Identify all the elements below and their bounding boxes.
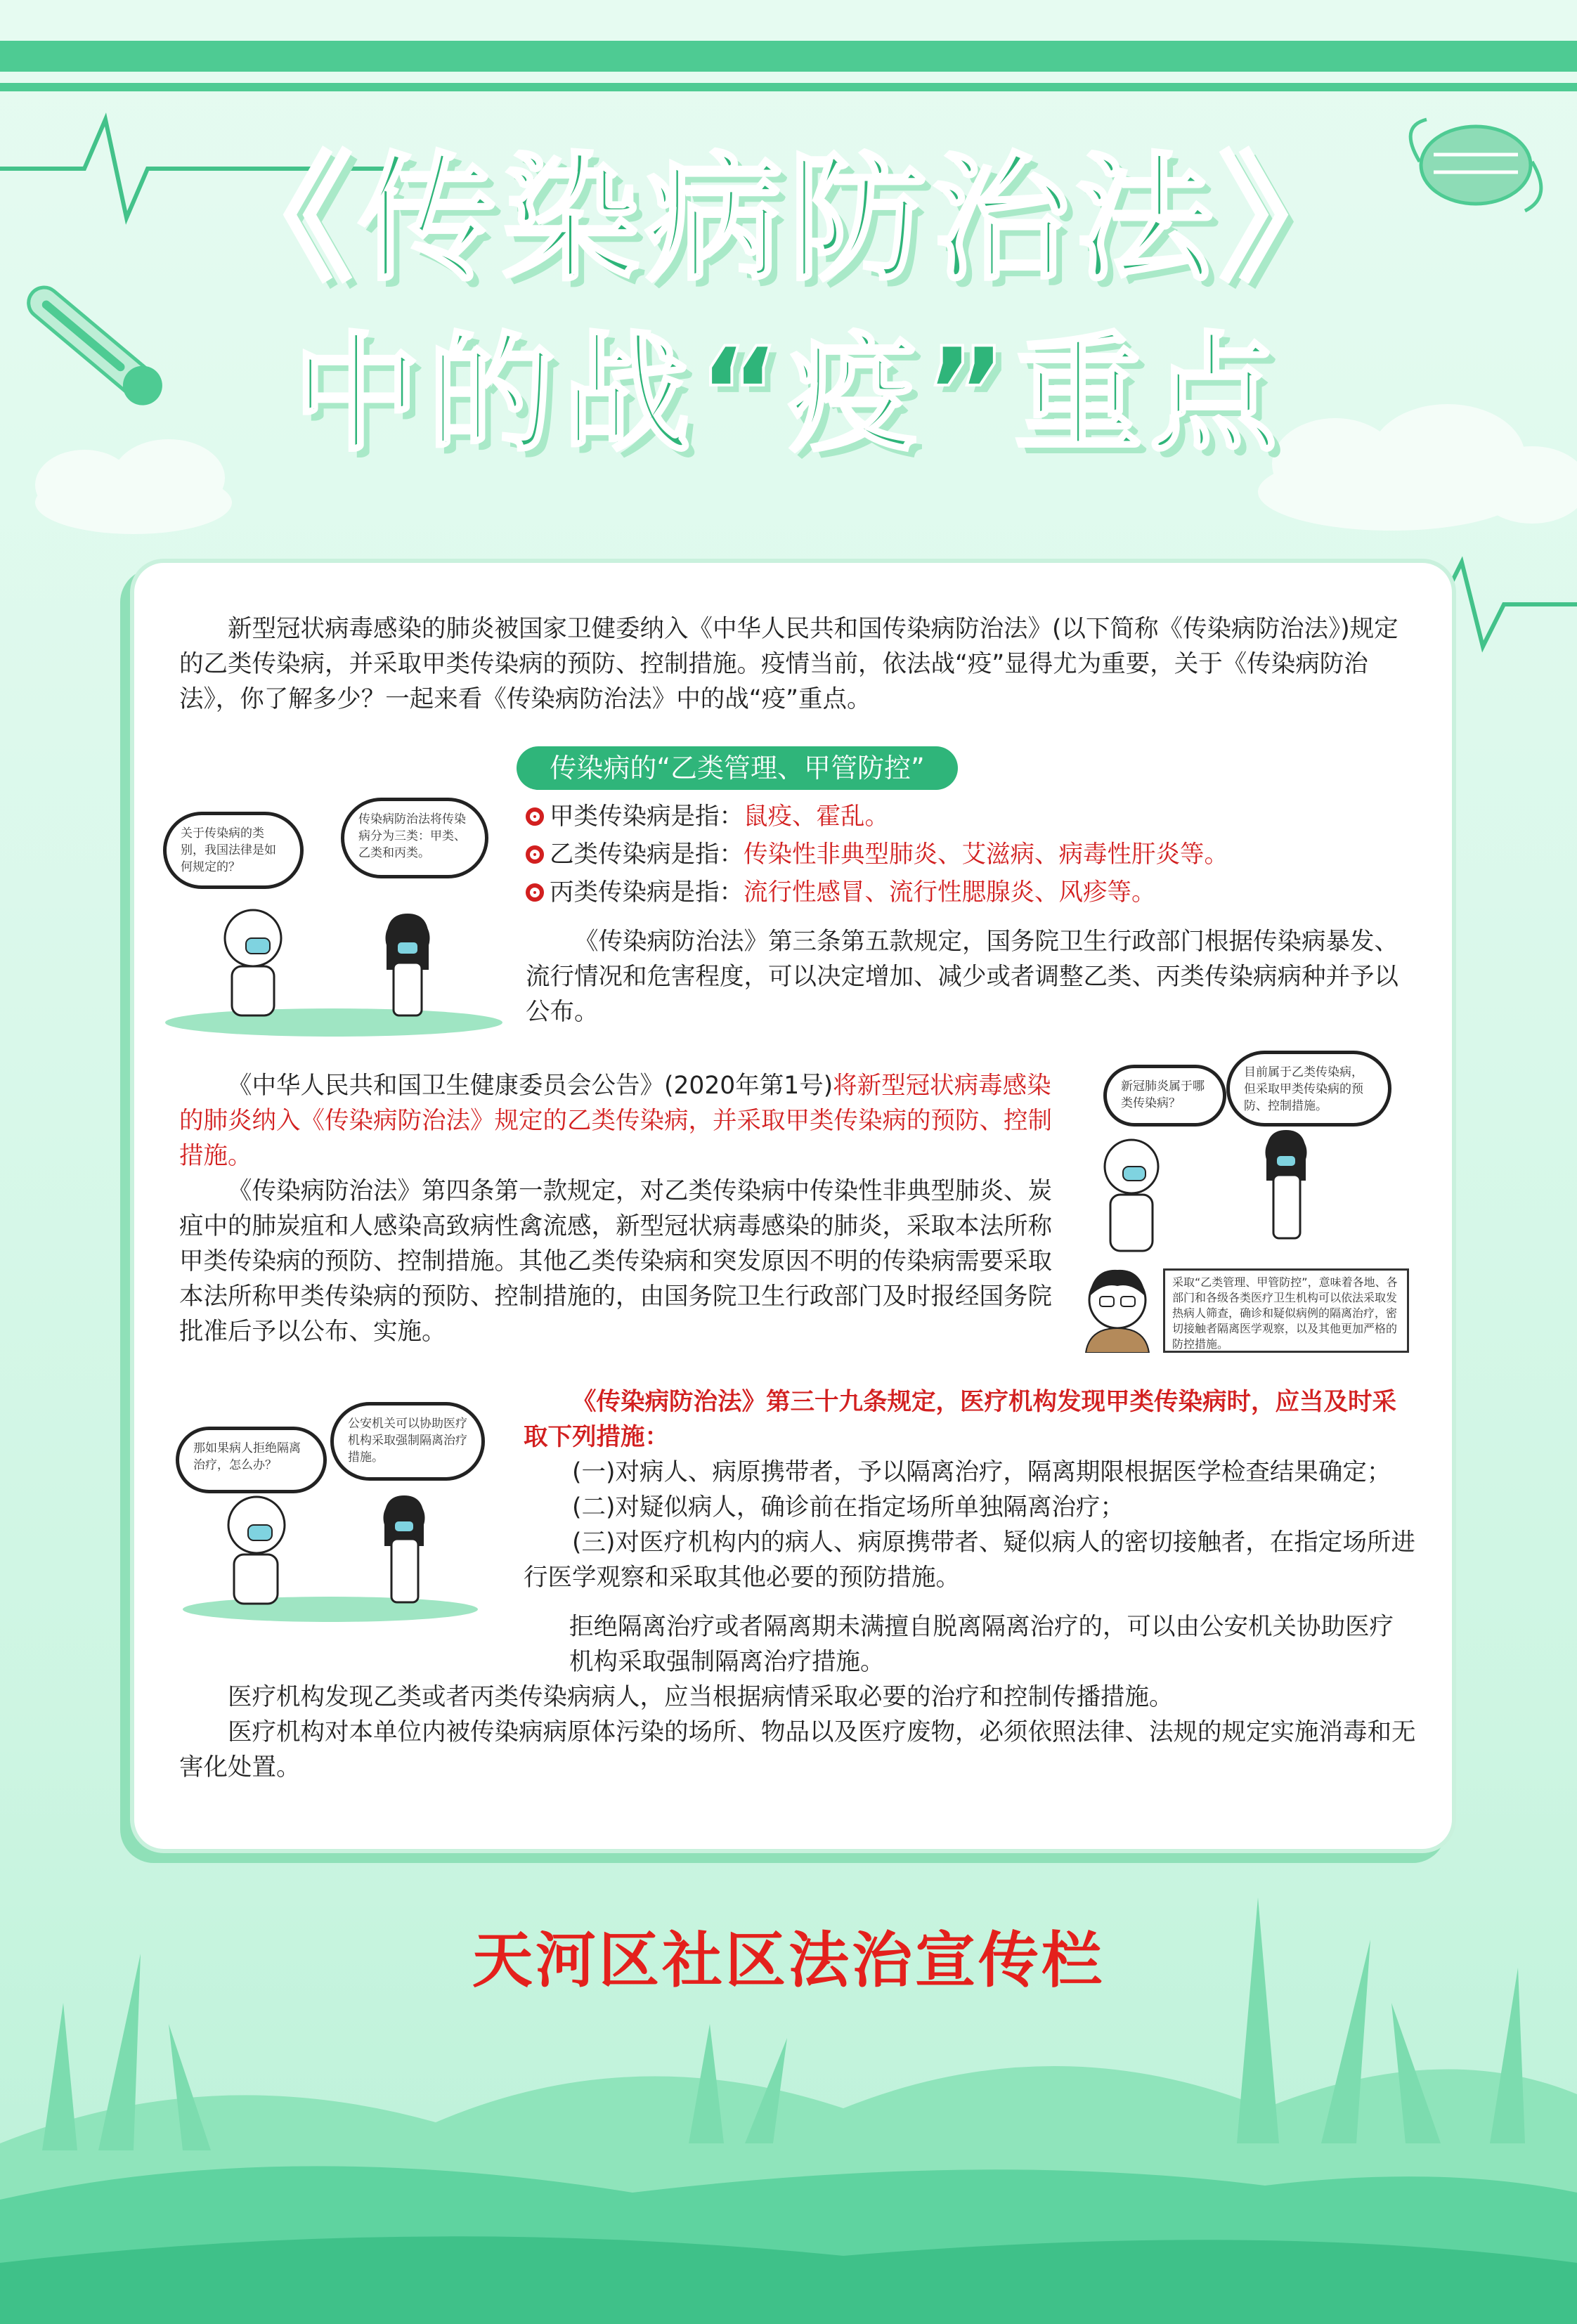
list-item-value: 流行性感冒、流行性腮腺炎、风疹等。 [744, 878, 1156, 907]
section1-list [526, 798, 1425, 911]
section1-tag: 传染病的“乙类管理、甲管防控” [517, 746, 958, 790]
section3-article39: 《传染病防治法》第三十九条规定，医疗机构发现甲类传染病时，应当及时采取下列措施： [524, 1388, 1396, 1451]
list-item [526, 874, 1425, 911]
footer-title: 天河区社区法治宣传栏 [472, 1926, 1105, 1996]
man-figure-icon [228, 1497, 285, 1604]
notice-highlight: 将新型冠状病毒感染的肺炎纳入《传染病防治法》规定的乙类传染病，并采取甲类传染病的预防、控制措施。 [179, 1072, 1052, 1170]
doctor-avatar [1075, 1261, 1163, 1353]
bullet-icon [526, 845, 544, 864]
section2-text [179, 1068, 1072, 1349]
list-item-label: 乙类传染病是指： [550, 840, 744, 869]
notice-reference: 《中华人民共和国卫生健康委员会公告》(2020年第1号) [228, 1072, 833, 1100]
list-item-value: 鼠疫、霍乱。 [744, 803, 889, 831]
bullet-icon [526, 883, 544, 902]
intro-paragraph: 新型冠状病毒感染的肺炎被国家卫健委纳入《中华人民共和国传染病防治法》(以下简称《传染病防治法》)规定的乙类传染病，并采取甲类传染病的预防、控制措施。疫情当前，依法战“疫”显得尤为重要，关于《传染病防治法》，你了解多少？一起来看《传染病防治法》中的战“疫”重点。 [179, 615, 1398, 713]
intro-text [179, 611, 1416, 717]
bullet-icon [526, 807, 544, 826]
poster-title-line2: 中的战“疫”重点 [292, 320, 1285, 469]
woman-figure-icon [387, 914, 429, 1015]
explanation-note: 采取“乙类管理、甲管防控”，意味着各地、各部门和各级各类医疗卫生机构可以依法采取发热病人筛查，确诊和疑似病例的隔离治疗，密切接触者隔离医学观察，以及其他更加严格的防控措施。 [1163, 1268, 1409, 1353]
measure-item: (一)对病人、病原携带者，予以隔离治疗，隔离期限根据医学检查结果确定； [572, 1458, 1391, 1486]
section3-more-text [179, 1609, 1416, 1785]
speech-bubble-right-1: 传染病防治法将传染病分为三类：甲类、乙类和丙类。 [341, 798, 488, 878]
section1-paragraph: 《传染病防治法》第三条第五款规定，国务院卫生行政部门根据传染病暴发、流行情况和危害程度，可以决定增加、减少或者调整乙类、丙类传染病病种并予以公布。 [526, 928, 1398, 1026]
section3-paragraph3: 医疗机构发现乙类或者丙类传染病病人，应当根据病情采取必要的治疗和控制传播措施。 [228, 1683, 1174, 1711]
man-figure-icon [1105, 1140, 1158, 1251]
list-item-label: 甲类传染病是指： [550, 803, 744, 831]
section3-text [524, 1384, 1416, 1595]
list-item [526, 798, 1425, 836]
woman-figure-icon [1266, 1130, 1306, 1238]
section2-paragraph1 [179, 1068, 1072, 1174]
speech-bubble-right-2: 目前属于乙类传染病，但采取甲类传染病的预防、控制措施。 [1226, 1051, 1391, 1127]
measure-item: (二)对疑似病人，确诊前在指定场所单独隔离治疗； [572, 1493, 1124, 1521]
speech-bubble-left-2: 新冠肺炎属于哪类传染病？ [1103, 1065, 1226, 1127]
poster-title-line1: 《传染病防治法》 [214, 140, 1362, 300]
woman-figure-icon [384, 1495, 424, 1602]
list-item-label: 丙类传染病是指： [550, 878, 744, 907]
list-item-value: 传染性非典型肺炎、艾滋病、病毒性肝炎等。 [744, 840, 1228, 869]
speech-bubble-left-1: 关于传染病的类别，我国法律是如何规定的？ [163, 812, 304, 889]
cartoon-illustration-2 [1075, 1124, 1342, 1265]
man-figure-icon [225, 910, 281, 1015]
section1-text [526, 924, 1415, 1030]
section3-paragraph2 [179, 1609, 1416, 1680]
section2-paragraph2: 《传染病防治法》第四条第一款规定，对乙类传染病中传染性非典型肺炎、炭疽中的肺炭疽和人感染高致病性禽流感，新型冠状病毒感染的肺炎，采取本法所称甲类传染病的预防、控制措施。其他乙类传染病和突发原因不明的传染病需要采取本法所称甲类传染病的预防、控制措施的，由国务院卫生行政部门及时报经国务院批准后予以公布、实施。 [179, 1177, 1052, 1346]
list-item [526, 836, 1425, 874]
speech-bubble-left-3: 那如果病人拒绝隔离治疗，怎么办？ [176, 1427, 327, 1493]
speech-bubble-right-3: 公安机关可以协助医疗机构采取强制隔离治疗措施。 [330, 1402, 485, 1481]
section3-paragraph4: 医疗机构对本单位内被传染病病原体污染的场所、物品以及医疗废物，必须依照法律、法规的规定实施消毒和无害化处置。 [179, 1718, 1416, 1781]
section3-paragraph2-text: 拒绝隔离治疗或者隔离期未满擅自脱离隔离治疗的，可以由公安机关协助医疗机构采取强制隔离治疗措施。 [569, 1613, 1394, 1676]
measure-item: (三)对医疗机构内的病人、病原携带者、疑似病人的密切接触者，在指定场所进行医学观察和采取其他必要的预防措施。 [524, 1528, 1415, 1592]
